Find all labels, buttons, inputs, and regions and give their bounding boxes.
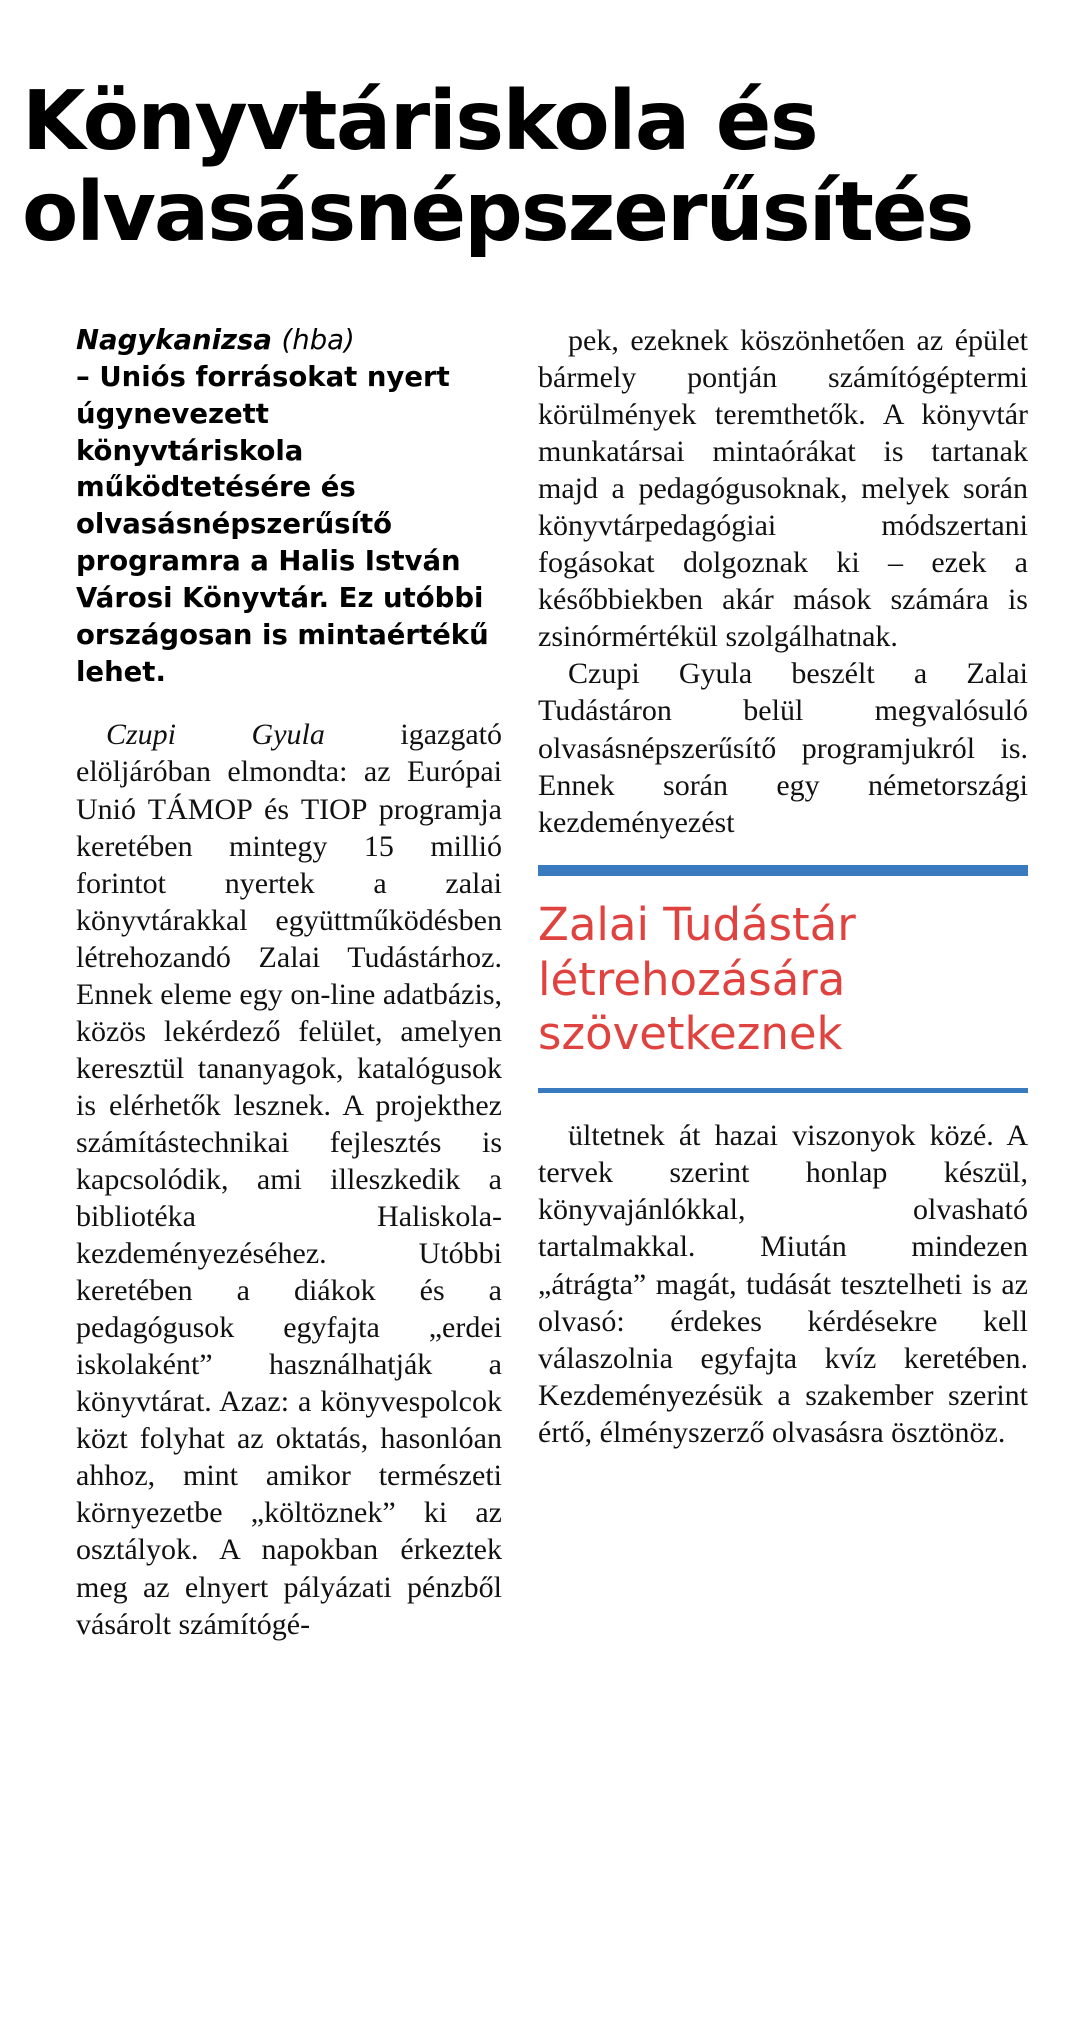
article-column-right: [520, 322, 1080, 1643]
lead-paragraph: [76, 322, 502, 690]
left-paragraph-1: [76, 716, 502, 1642]
subject-name: Czupi Gyula: [106, 718, 325, 752]
right-paragraph-2: Czupi Gyula beszélt a Zalai Tudástáron belül megvalósuló olvasásnépszerűsítő programjukról is. Ennek során egy németországi kezdeményezést: [538, 657, 1028, 839]
sub-headline: Zalai Tudástár létrehozására szövetkeznek: [538, 897, 856, 1061]
headline-line-1: Könyvtáriskola és: [22, 73, 818, 169]
page-title: [0, 55, 1080, 261]
divider-thick: [538, 865, 1028, 876]
article-column-left: [0, 322, 520, 1643]
headline-line-2: olvasásnépszerűsítés: [22, 165, 973, 261]
article-columns: [0, 322, 1080, 1643]
right-paragraph-1: pek, ezeknek köszönhetően az épület bármely pontján számítógéptermi körülmények teremthetők. A könyvtár munkatársai mintaórákat is tartanak majd a pedagógusoknak, melyek során könyvtárpedagógiai módszertani fogásokat dolgoznak ki – ezek a későbbiekben akár mások számára is zsinórmértékül szolgálhatnak.: [538, 324, 1028, 654]
byline-source: (hba): [281, 324, 355, 356]
right-paragraph-3: ültetnek át hazai viszonyok közé. A tervek szerint honlap készül, könyvajánlókkal, olvasható tartalmakkal. Miután mindezen „átrágta” magát, tudását tesztelheti is az olvasó: érdekes kérdésekre kell válaszolnia egyfajta kvíz keretében. Kezdeményezésük a szakember szerint értő, élményszerző olvasásra ösztönöz.: [538, 1119, 1028, 1449]
divider-thin: [538, 1088, 1028, 1093]
lead-text: – Uniós forrásokat nyert úgynevezett könyvtáriskola működtetésére és olvasásnépszerűsítő programra a Halis István Városi Könyvtár. Ez utóbbi országosan is mintaértékű lehet.: [76, 360, 489, 688]
dateline: Nagykanizsa: [76, 324, 272, 356]
left-paragraph-1-text: igazgató elöljáróban elmondta: az Európai Unió TÁMOP és TIOP programja keretében mintegy 15 millió forintot nyertek a zalai könyvtárakkal együttműködésben létrehozandó Zalai Tudástárhoz. Ennek eleme egy on-line adatbázis, közös lekérdező felület, amelyen keresztül tananyagok, katalógusok is elérhetők lesznek. A projekthez számítástechnikai fejlesztés is kapcsolódik, ami illeszkedik a bibliotéka Haliskola-kezdeményezéséhez. Utóbbi keretében a diákok és a pedagógusok egyfajta „erdei iskolaként” használhatják a könyvtárat. Azaz: a könyvespolcok közt folyhat az oktatás, hasonlóan ahhoz, mint amikor természeti környezetbe „költöznek” ki az osztályok. A napokban érkeztek meg az elnyert pályázati pénzből vásárolt számítógé-: [76, 718, 502, 1641]
